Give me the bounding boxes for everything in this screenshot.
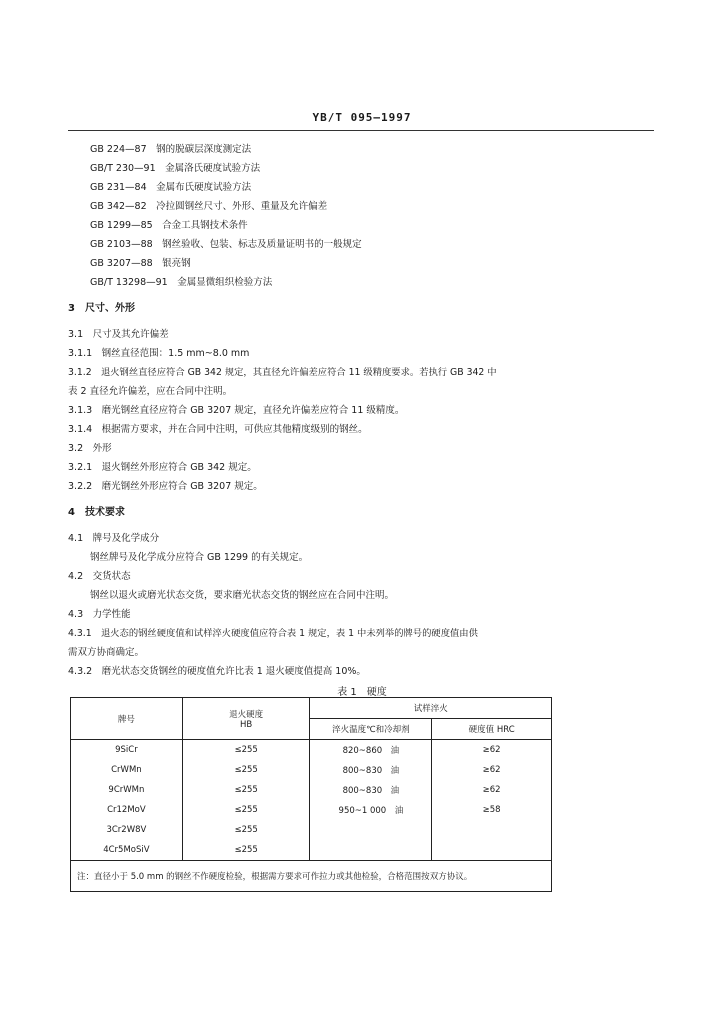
header-hrc: 硬度值 HRC [432, 719, 552, 740]
table-row [71, 800, 552, 820]
header-anneal-line1: 退火硬度 [229, 709, 264, 720]
cell-quench: 820~860 油 [310, 740, 432, 761]
table-note: 注：直径小于 5.0 mm 的钢丝不作硬度检验，根据需方要求可作拉力或其他检验，合格范围按双方协议。 [71, 861, 552, 892]
cell-hb: ≤255 [182, 740, 310, 761]
reference-item: GB 3207—88 银亮钢 [90, 258, 191, 269]
table-row [71, 780, 552, 800]
standard-number-header: YB/T 095—1997 [312, 111, 412, 124]
reference-item: GB 231—84 金属布氏硬度试验方法 [90, 182, 252, 193]
clause-3-2: 3.2 外形 [68, 443, 112, 454]
cell-quench [310, 820, 432, 840]
cell-grade: Cr12MoV [71, 800, 183, 820]
reference-item: GB/T 13298—91 金属显微组织检验方法 [90, 277, 273, 288]
reference-item: GB 1299—85 合金工具钢技术条件 [90, 220, 248, 231]
cell-grade: CrWMn [71, 760, 183, 780]
cell-hb: ≤255 [182, 780, 310, 800]
cell-hb: ≤255 [182, 820, 310, 840]
clause-4-3-1: 4.3.1 退火态的钢丝硬度值和试样淬火硬度值应符合表 1 规定，表 1 中未列举的牌号的硬度值由供 [68, 628, 478, 639]
reference-item: GB 342—82 冷拉圆钢丝尺寸、外形、重量及允许偏差 [90, 201, 328, 212]
cell-hrc: ≥58 [432, 800, 552, 820]
table-note-row [71, 861, 552, 892]
clause-4-3-1-cont: 需双方协商确定。 [68, 647, 145, 658]
header-quench-temp: 淬火温度℃和冷却剂 [310, 719, 432, 740]
cell-hrc: ≥62 [432, 760, 552, 780]
cell-quench [310, 840, 432, 861]
clause-3-1-2: 3.1.2 退火钢丝直径应符合 GB 342 规定，其直径允许偏差应符合 11 级精度要求。若执行 GB 342 中 [68, 367, 497, 378]
table-row [71, 820, 552, 840]
table-row [71, 840, 552, 861]
reference-item: GB/T 230—91 金属洛氏硬度试验方法 [90, 163, 261, 174]
cell-hb: ≤255 [182, 840, 310, 861]
table-header-row [71, 698, 552, 719]
clause-3-1-3: 3.1.3 磨光钢丝直径应符合 GB 3207 规定，直径允许偏差应符合 11 级精度。 [68, 405, 405, 416]
cell-grade: 4Cr5MoSiV [71, 840, 183, 861]
header-anneal-line2: HB [240, 719, 253, 730]
cell-hb: ≤255 [182, 760, 310, 780]
header-rule [68, 130, 654, 131]
table-title: 表 1 硬度 [337, 687, 387, 698]
clause-3-1-2-cont: 表 2 直径允许偏差，应在合同中注明。 [68, 386, 233, 397]
cell-grade: 9CrWMn [71, 780, 183, 800]
reference-item: GB 2103—88 钢丝验收、包装、标志及质量证明书的一般规定 [90, 239, 362, 250]
clause-4-1-text: 钢丝牌号及化学成分应符合 GB 1299 的有关规定。 [90, 552, 309, 563]
cell-hrc [432, 820, 552, 840]
clause-4-2-text: 钢丝以退火或磨光状态交货，要求磨光状态交货的钢丝应在合同中注明。 [90, 590, 395, 601]
clause-3-1-4: 3.1.4 根据需方要求，并在合同中注明，可供应其他精度级别的钢丝。 [68, 424, 368, 435]
clause-4-3-2: 4.3.2 磨光状态交货钢丝的硬度值允许比表 1 退火硬度值提高 10%。 [68, 666, 366, 677]
clause-4-2: 4.2 交货状态 [68, 571, 131, 582]
cell-hrc [432, 840, 552, 861]
hardness-table [70, 697, 552, 892]
cell-grade: 9SiCr [71, 740, 183, 761]
clause-3-1-1: 3.1.1 钢丝直径范围：1.5 mm~8.0 mm [68, 348, 250, 359]
cell-quench: 800~830 油 [310, 760, 432, 780]
cell-quench: 800~830 油 [310, 780, 432, 800]
clause-3-1: 3.1 尺寸及其允许偏差 [68, 329, 169, 340]
section-3-heading: 3 尺寸、外形 [68, 303, 135, 314]
cell-hrc: ≥62 [432, 780, 552, 800]
reference-item: GB 224—87 钢的脱碳层深度测定法 [90, 144, 252, 155]
table-row [71, 760, 552, 780]
header-grade: 牌号 [71, 698, 183, 740]
clause-4-3: 4.3 力学性能 [68, 609, 131, 620]
cell-hrc: ≥62 [432, 740, 552, 761]
cell-quench: 950~1 000 油 [310, 800, 432, 820]
cell-hb: ≤255 [182, 800, 310, 820]
cell-grade: 3Cr2W8V [71, 820, 183, 840]
table-row [71, 740, 552, 761]
header-sample-quench: 试样淬火 [310, 698, 552, 719]
clause-4-1: 4.1 牌号及化学成分 [68, 533, 160, 544]
section-4-heading: 4 技术要求 [68, 507, 125, 518]
clause-3-2-1: 3.2.1 退火钢丝外形应符合 GB 342 规定。 [68, 462, 257, 473]
header-anneal [182, 698, 310, 740]
clause-3-2-2: 3.2.2 磨光钢丝外形应符合 GB 3207 规定。 [68, 481, 263, 492]
